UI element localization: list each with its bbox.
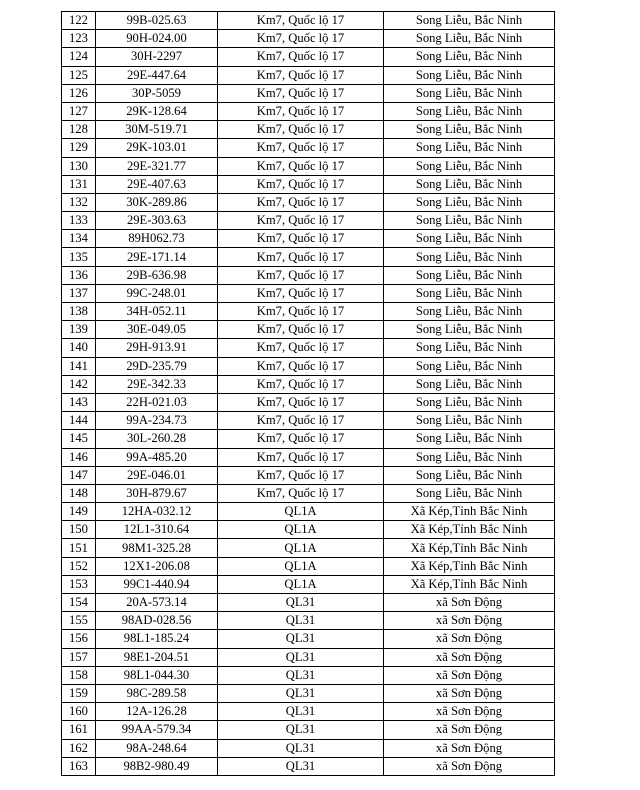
road-cell: Km7, Quốc lộ 17 <box>218 266 384 284</box>
place-cell: Song Liễu, Bắc Ninh <box>384 48 555 66</box>
road-cell: Km7, Quốc lộ 17 <box>218 357 384 375</box>
place-cell: Song Liễu, Bắc Ninh <box>384 484 555 502</box>
place-cell: Song Liễu, Bắc Ninh <box>384 448 555 466</box>
road-cell: Km7, Quốc lộ 17 <box>218 139 384 157</box>
road-cell: Km7, Quốc lộ 17 <box>218 66 384 84</box>
table-row <box>62 139 555 157</box>
table-row <box>62 266 555 284</box>
document-page <box>61 11 555 776</box>
plate-number-cell: 12A-126.28 <box>96 703 218 721</box>
plate-number-cell: 99AA-579.34 <box>96 721 218 739</box>
row-number-cell: 157 <box>62 648 96 666</box>
place-cell: Song Liễu, Bắc Ninh <box>384 139 555 157</box>
row-number-cell: 123 <box>62 30 96 48</box>
plate-number-cell: 12L1-310.64 <box>96 521 218 539</box>
vehicle-register-table <box>61 11 555 776</box>
road-cell: QL1A <box>218 557 384 575</box>
place-cell: xã Sơn Động <box>384 630 555 648</box>
place-cell: Song Liễu, Bắc Ninh <box>384 84 555 102</box>
table-row <box>62 521 555 539</box>
row-number-cell: 128 <box>62 121 96 139</box>
place-cell: xã Sơn Động <box>384 721 555 739</box>
place-cell: Song Liễu, Bắc Ninh <box>384 66 555 84</box>
place-cell: Song Liễu, Bắc Ninh <box>384 248 555 266</box>
plate-number-cell: 34H-052.11 <box>96 303 218 321</box>
place-cell: Song Liễu, Bắc Ninh <box>384 321 555 339</box>
road-cell: Km7, Quốc lộ 17 <box>218 30 384 48</box>
road-cell: Km7, Quốc lộ 17 <box>218 393 384 411</box>
table-row <box>62 321 555 339</box>
plate-number-cell: 29B-636.98 <box>96 266 218 284</box>
table-row <box>62 393 555 411</box>
place-cell: Song Liễu, Bắc Ninh <box>384 121 555 139</box>
row-number-cell: 146 <box>62 448 96 466</box>
place-cell: Song Liễu, Bắc Ninh <box>384 212 555 230</box>
plate-number-cell: 99C-248.01 <box>96 284 218 302</box>
place-cell: Song Liễu, Bắc Ninh <box>384 266 555 284</box>
row-number-cell: 124 <box>62 48 96 66</box>
plate-number-cell: 98E1-204.51 <box>96 648 218 666</box>
place-cell: Song Liễu, Bắc Ninh <box>384 430 555 448</box>
row-number-cell: 140 <box>62 339 96 357</box>
road-cell: Km7, Quốc lộ 17 <box>218 212 384 230</box>
table-row <box>62 121 555 139</box>
road-cell: Km7, Quốc lộ 17 <box>218 321 384 339</box>
table-row <box>62 339 555 357</box>
row-number-cell: 130 <box>62 157 96 175</box>
place-cell: xã Sơn Động <box>384 684 555 702</box>
place-cell: Xã Kép,Tỉnh Bắc Ninh <box>384 503 555 521</box>
plate-number-cell: 98A-248.64 <box>96 739 218 757</box>
table-row <box>62 230 555 248</box>
table-row <box>62 503 555 521</box>
plate-number-cell: 99A-234.73 <box>96 412 218 430</box>
table-row <box>62 284 555 302</box>
road-cell: Km7, Quốc lộ 17 <box>218 412 384 430</box>
road-cell: Km7, Quốc lộ 17 <box>218 84 384 102</box>
row-number-cell: 150 <box>62 521 96 539</box>
place-cell: xã Sơn Động <box>384 594 555 612</box>
road-cell: Km7, Quốc lộ 17 <box>218 303 384 321</box>
plate-number-cell: 29E-046.01 <box>96 466 218 484</box>
road-cell: Km7, Quốc lộ 17 <box>218 339 384 357</box>
road-cell: QL31 <box>218 594 384 612</box>
table-row <box>62 66 555 84</box>
row-number-cell: 151 <box>62 539 96 557</box>
road-cell: QL1A <box>218 575 384 593</box>
table-row <box>62 594 555 612</box>
place-cell: Song Liễu, Bắc Ninh <box>384 412 555 430</box>
road-cell: QL31 <box>218 721 384 739</box>
road-cell: Km7, Quốc lộ 17 <box>218 157 384 175</box>
road-cell: QL31 <box>218 757 384 775</box>
place-cell: xã Sơn Động <box>384 612 555 630</box>
row-number-cell: 160 <box>62 703 96 721</box>
table-row <box>62 757 555 775</box>
table-row <box>62 30 555 48</box>
road-cell: QL31 <box>218 648 384 666</box>
plate-number-cell: 29H-913.91 <box>96 339 218 357</box>
road-cell: Km7, Quốc lộ 17 <box>218 102 384 120</box>
plate-number-cell: 30P-5059 <box>96 84 218 102</box>
row-number-cell: 149 <box>62 503 96 521</box>
row-number-cell: 129 <box>62 139 96 157</box>
road-cell: Km7, Quốc lộ 17 <box>218 175 384 193</box>
place-cell: Song Liễu, Bắc Ninh <box>384 357 555 375</box>
table-row <box>62 84 555 102</box>
table-row <box>62 212 555 230</box>
plate-number-cell: 29E-303.63 <box>96 212 218 230</box>
plate-number-cell: 29K-103.01 <box>96 139 218 157</box>
plate-number-cell: 29K-128.64 <box>96 102 218 120</box>
place-cell: xã Sơn Động <box>384 703 555 721</box>
road-cell: QL31 <box>218 612 384 630</box>
road-cell: QL31 <box>218 684 384 702</box>
row-number-cell: 153 <box>62 575 96 593</box>
plate-number-cell: 12X1-206.08 <box>96 557 218 575</box>
plate-number-cell: 90H-024.00 <box>96 30 218 48</box>
table-row <box>62 575 555 593</box>
row-number-cell: 152 <box>62 557 96 575</box>
road-cell: QL1A <box>218 539 384 557</box>
plate-number-cell: 29E-407.63 <box>96 175 218 193</box>
row-number-cell: 162 <box>62 739 96 757</box>
plate-number-cell: 29E-342.33 <box>96 375 218 393</box>
plate-number-cell: 99C1-440.94 <box>96 575 218 593</box>
road-cell: Km7, Quốc lộ 17 <box>218 430 384 448</box>
plate-number-cell: 30H-2297 <box>96 48 218 66</box>
row-number-cell: 158 <box>62 666 96 684</box>
table-row <box>62 630 555 648</box>
table-row <box>62 557 555 575</box>
table-row <box>62 48 555 66</box>
plate-number-cell: 30L-260.28 <box>96 430 218 448</box>
row-number-cell: 143 <box>62 393 96 411</box>
table-row <box>62 175 555 193</box>
row-number-cell: 132 <box>62 193 96 211</box>
row-number-cell: 139 <box>62 321 96 339</box>
road-cell: Km7, Quốc lộ 17 <box>218 448 384 466</box>
plate-number-cell: 98L1-185.24 <box>96 630 218 648</box>
row-number-cell: 131 <box>62 175 96 193</box>
place-cell: Song Liễu, Bắc Ninh <box>384 303 555 321</box>
place-cell: Song Liễu, Bắc Ninh <box>384 12 555 30</box>
place-cell: Xã Kép,Tỉnh Bắc Ninh <box>384 575 555 593</box>
road-cell: Km7, Quốc lộ 17 <box>218 248 384 266</box>
plate-number-cell: 89H062.73 <box>96 230 218 248</box>
row-number-cell: 135 <box>62 248 96 266</box>
table-row <box>62 303 555 321</box>
table-body <box>62 12 555 776</box>
plate-number-cell: 29E-447.64 <box>96 66 218 84</box>
table-row <box>62 684 555 702</box>
plate-number-cell: 30M-519.71 <box>96 121 218 139</box>
plate-number-cell: 12HA-032.12 <box>96 503 218 521</box>
plate-number-cell: 98B2-980.49 <box>96 757 218 775</box>
table-row <box>62 484 555 502</box>
plate-number-cell: 99B-025.63 <box>96 12 218 30</box>
table-row <box>62 612 555 630</box>
plate-number-cell: 30E-049.05 <box>96 321 218 339</box>
row-number-cell: 127 <box>62 102 96 120</box>
place-cell: Song Liễu, Bắc Ninh <box>384 284 555 302</box>
row-number-cell: 156 <box>62 630 96 648</box>
place-cell: xã Sơn Động <box>384 757 555 775</box>
road-cell: QL1A <box>218 521 384 539</box>
plate-number-cell: 30H-879.67 <box>96 484 218 502</box>
table-row <box>62 721 555 739</box>
road-cell: Km7, Quốc lộ 17 <box>218 484 384 502</box>
road-cell: QL31 <box>218 703 384 721</box>
row-number-cell: 136 <box>62 266 96 284</box>
road-cell: Km7, Quốc lộ 17 <box>218 48 384 66</box>
place-cell: Xã Kép,Tỉnh Bắc Ninh <box>384 539 555 557</box>
row-number-cell: 133 <box>62 212 96 230</box>
row-number-cell: 155 <box>62 612 96 630</box>
road-cell: QL31 <box>218 630 384 648</box>
place-cell: Xã Kép,Tỉnh Bắc Ninh <box>384 521 555 539</box>
plate-number-cell: 98AD-028.56 <box>96 612 218 630</box>
plate-number-cell: 29E-321.77 <box>96 157 218 175</box>
place-cell: Song Liễu, Bắc Ninh <box>384 393 555 411</box>
table-row <box>62 739 555 757</box>
table-row <box>62 466 555 484</box>
plate-number-cell: 98C-289.58 <box>96 684 218 702</box>
table-row <box>62 12 555 30</box>
row-number-cell: 161 <box>62 721 96 739</box>
row-number-cell: 126 <box>62 84 96 102</box>
plate-number-cell: 30K-289.86 <box>96 193 218 211</box>
road-cell: QL1A <box>218 503 384 521</box>
road-cell: QL31 <box>218 739 384 757</box>
plate-number-cell: 98M1-325.28 <box>96 539 218 557</box>
place-cell: Song Liễu, Bắc Ninh <box>384 157 555 175</box>
table-row <box>62 539 555 557</box>
place-cell: Song Liễu, Bắc Ninh <box>384 375 555 393</box>
table-row <box>62 357 555 375</box>
row-number-cell: 125 <box>62 66 96 84</box>
place-cell: Song Liễu, Bắc Ninh <box>384 230 555 248</box>
plate-number-cell: 20A-573.14 <box>96 594 218 612</box>
row-number-cell: 163 <box>62 757 96 775</box>
road-cell: Km7, Quốc lộ 17 <box>218 375 384 393</box>
road-cell: Km7, Quốc lộ 17 <box>218 230 384 248</box>
road-cell: Km7, Quốc lộ 17 <box>218 193 384 211</box>
table-row <box>62 430 555 448</box>
row-number-cell: 144 <box>62 412 96 430</box>
road-cell: Km7, Quốc lộ 17 <box>218 284 384 302</box>
plate-number-cell: 98L1-044.30 <box>96 666 218 684</box>
place-cell: Song Liễu, Bắc Ninh <box>384 339 555 357</box>
place-cell: Song Liễu, Bắc Ninh <box>384 193 555 211</box>
place-cell: Song Liễu, Bắc Ninh <box>384 102 555 120</box>
table-row <box>62 448 555 466</box>
plate-number-cell: 99A-485.20 <box>96 448 218 466</box>
place-cell: xã Sơn Động <box>384 739 555 757</box>
place-cell: Song Liễu, Bắc Ninh <box>384 466 555 484</box>
place-cell: Song Liễu, Bắc Ninh <box>384 30 555 48</box>
table-row <box>62 248 555 266</box>
row-number-cell: 159 <box>62 684 96 702</box>
road-cell: Km7, Quốc lộ 17 <box>218 466 384 484</box>
road-cell: QL31 <box>218 666 384 684</box>
road-cell: Km7, Quốc lộ 17 <box>218 121 384 139</box>
place-cell: Song Liễu, Bắc Ninh <box>384 175 555 193</box>
row-number-cell: 122 <box>62 12 96 30</box>
table-row <box>62 648 555 666</box>
place-cell: xã Sơn Động <box>384 666 555 684</box>
table-row <box>62 666 555 684</box>
place-cell: xã Sơn Động <box>384 648 555 666</box>
row-number-cell: 141 <box>62 357 96 375</box>
table-row <box>62 375 555 393</box>
table-row <box>62 157 555 175</box>
row-number-cell: 147 <box>62 466 96 484</box>
row-number-cell: 154 <box>62 594 96 612</box>
row-number-cell: 148 <box>62 484 96 502</box>
table-row <box>62 703 555 721</box>
plate-number-cell: 29E-171.14 <box>96 248 218 266</box>
row-number-cell: 138 <box>62 303 96 321</box>
plate-number-cell: 29D-235.79 <box>96 357 218 375</box>
row-number-cell: 142 <box>62 375 96 393</box>
road-cell: Km7, Quốc lộ 17 <box>218 12 384 30</box>
table-row <box>62 412 555 430</box>
plate-number-cell: 22H-021.03 <box>96 393 218 411</box>
row-number-cell: 145 <box>62 430 96 448</box>
table-row <box>62 102 555 120</box>
row-number-cell: 134 <box>62 230 96 248</box>
place-cell: Xã Kép,Tỉnh Bắc Ninh <box>384 557 555 575</box>
row-number-cell: 137 <box>62 284 96 302</box>
table-row <box>62 193 555 211</box>
